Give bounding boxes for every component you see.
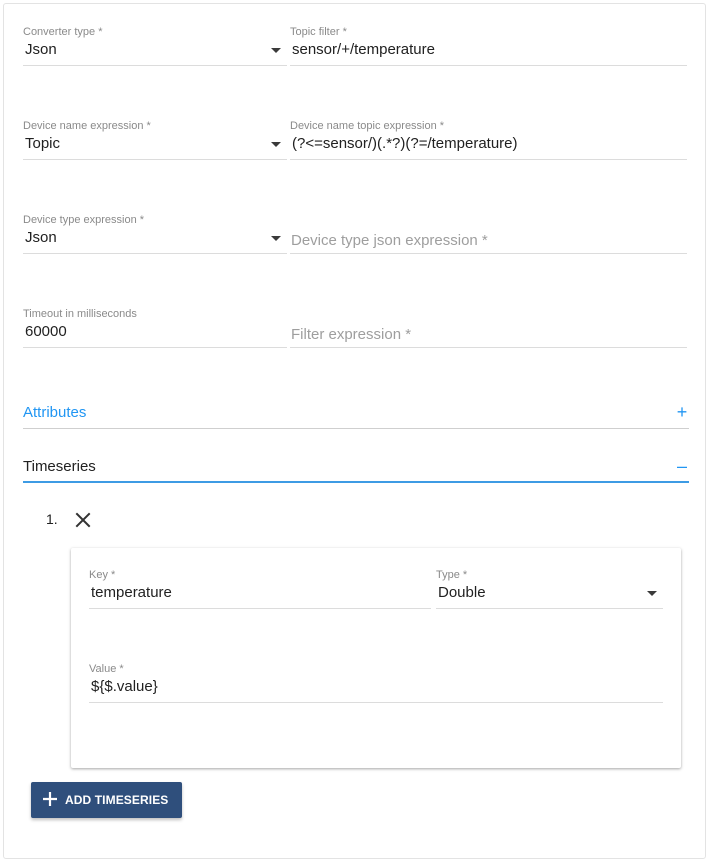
caret-down-icon [271, 48, 281, 53]
timeout-value: 60000 [25, 323, 67, 340]
timeseries-section-header[interactable] [23, 458, 689, 483]
filter-expression-input[interactable] [290, 308, 687, 348]
device-name-topic-expression-label: Device name topic expression * [290, 120, 445, 132]
device-name-expression-select[interactable] [23, 120, 287, 160]
timeout-input[interactable] [23, 308, 287, 348]
device-name-expression-value: Topic [25, 135, 61, 152]
add-timeseries-label: ADD TIMESERIES [65, 793, 169, 807]
timeseries-key-value: temperature [91, 584, 172, 601]
plus-icon [41, 790, 59, 808]
device-type-json-expression-placeholder: Device type json expression * [291, 232, 488, 249]
timeseries-value-input[interactable] [89, 663, 663, 703]
timeseries-key-label: Key * [89, 569, 116, 581]
filter-expression-placeholder: Filter expression * [291, 326, 412, 343]
topic-filter-value: sensor/+/temperature [292, 41, 435, 58]
timeout-label: Timeout in milliseconds [23, 308, 137, 320]
device-name-topic-expression-input[interactable] [290, 120, 687, 160]
converter-config-card [3, 3, 706, 859]
topic-filter-label: Topic filter * [290, 26, 347, 38]
caret-down-icon [271, 236, 281, 241]
timeseries-value-label: Value * [89, 663, 124, 675]
converter-type-value: Json [25, 41, 57, 58]
timeseries-value-value: ${$.value} [91, 678, 158, 695]
timeseries-key-input[interactable] [89, 569, 431, 609]
timeseries-item-card [71, 548, 681, 768]
converter-type-label: Converter type * [23, 26, 103, 38]
device-type-expression-select[interactable] [23, 214, 287, 254]
device-type-expression-label: Device type expression * [23, 214, 145, 226]
attributes-section-header[interactable] [23, 404, 689, 429]
remove-timeseries-button[interactable] [73, 510, 93, 530]
device-name-topic-expression-value: (?<=sensor/)(.*?)(?=/temperature) [292, 135, 518, 152]
timeseries-item-index: 1. [46, 511, 58, 527]
timeseries-title: Timeseries [23, 458, 96, 475]
caret-down-icon [647, 591, 657, 596]
close-icon [73, 510, 93, 530]
expand-plus-icon[interactable]: + [676, 402, 688, 422]
attributes-title: Attributes [23, 404, 87, 421]
timeseries-type-label: Type * [436, 569, 468, 581]
device-type-expression-value: Json [25, 229, 57, 246]
timeseries-type-select[interactable] [436, 569, 663, 609]
caret-down-icon [271, 142, 281, 147]
device-type-json-expression-input[interactable] [290, 214, 687, 254]
timeseries-type-value: Double [438, 584, 486, 601]
converter-type-select[interactable] [23, 26, 287, 66]
add-timeseries-button[interactable] [31, 782, 182, 818]
collapse-minus-icon[interactable]: – [676, 456, 687, 476]
topic-filter-input[interactable] [290, 26, 687, 66]
device-name-expression-label: Device name expression * [23, 120, 151, 132]
